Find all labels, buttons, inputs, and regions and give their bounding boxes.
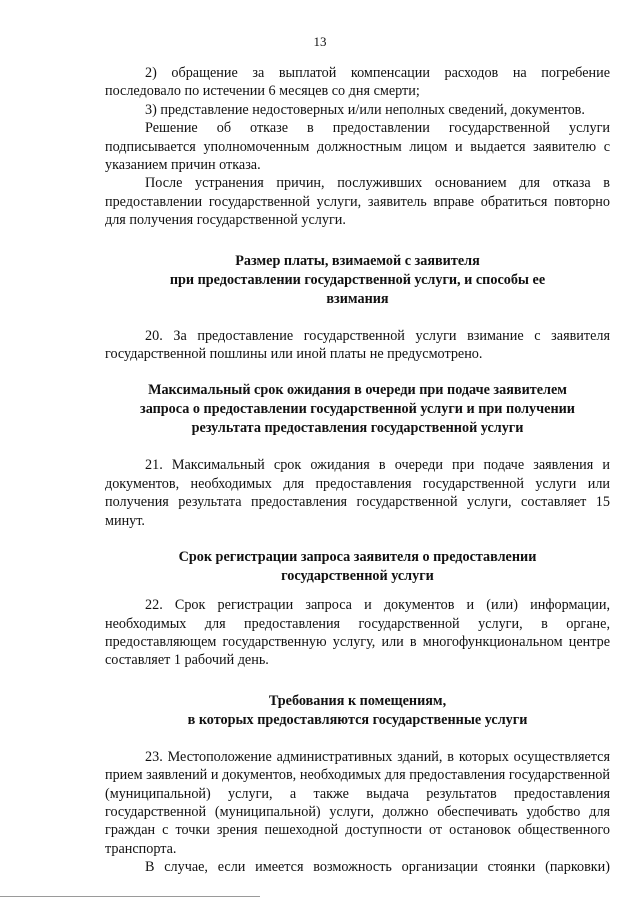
heading-fee-size-line-2: при предоставлении государственной услуги, и способы ее	[169, 271, 546, 288]
paragraph-parking: В случае, если имеется возможность организации стоянки (парковки)	[145, 859, 610, 876]
heading-registration-line-1: Срок регистрации запроса заявителя о предоставлении	[178, 549, 537, 566]
heading-premises-requirements	[105, 692, 610, 730]
heading-registration-term	[105, 548, 610, 586]
paragraph-refusal-decision: Решение об отказе в предоставлении государственной услуги подписывается уполномоченным должностным лицом и выдается заявителю с указанием причин отказа.	[105, 120, 610, 174]
bottom-scan-line	[0, 896, 260, 897]
heading-fee-size-line-3: взимания	[326, 290, 389, 307]
heading-max-wait-line-2: запроса о предоставлении государственной услуги и при получении	[140, 401, 575, 418]
heading-fee-size-line-1: Размер платы, взимаемой с заявителя	[235, 252, 480, 269]
paragraph-20: 20. За предоставление государственной услуги взимание с заявителя государственной пошлины или иной платы не предусмотрено.	[105, 327, 610, 363]
heading-max-wait-line-1: Максимальный срок ожидания в очереди при подаче заявителем	[148, 382, 567, 399]
paragraph-22: 22. Срок регистрации запроса и документов и (или) информации, необходимых для предоставления государственной услуги, в органе, предоставляющем государственную услугу, или в многофункциональном центре составляет 1 рабочий день.	[105, 597, 610, 669]
heading-premises-line-1: Требования к помещениям,	[268, 692, 447, 709]
paragraph-after-elimination: После устранения причин, послуживших основанием для отказа в предоставлении государственной услуги, заявитель вправе обратиться повторно для получения государственной услуги.	[105, 175, 610, 229]
heading-max-wait-line-3: результата предоставления государственной услуги	[191, 420, 524, 437]
document-body	[105, 64, 610, 877]
heading-fee-size	[105, 252, 610, 309]
paragraph-21: 21. Максимальный срок ожидания в очереди при подаче заявления и документов, необходимых для предоставления государственной услуги или получения результата предоставления государственной услуги, составляет 15 минут.	[105, 457, 610, 529]
paragraph-23: 23. Местоположение административных зданий, в которых осуществляется прием заявлений и документов, необходимых для предоставления государственной (муниципальной) услуги, а также выдача результатов предоставления государственной (муниципальной) услуги, должно обеспечивать удобство для граждан с точки зрения пешеходной доступности от остановок общественного транспорта.	[105, 748, 610, 857]
page-number: 13	[313, 34, 327, 49]
paragraph-item-3: 3) представление недостоверных и/или неполных сведений, документов.	[145, 101, 585, 118]
heading-registration-line-2: государственной услуги	[281, 568, 434, 585]
paragraph-item-2: 2) обращение за выплатой компенсации расходов на погребение последовало по истечении 6 месяцев со дня смерти;	[105, 65, 610, 100]
heading-premises-line-2: в которых предоставляются государственные услуги	[187, 711, 528, 728]
heading-max-wait-time	[105, 381, 610, 438]
